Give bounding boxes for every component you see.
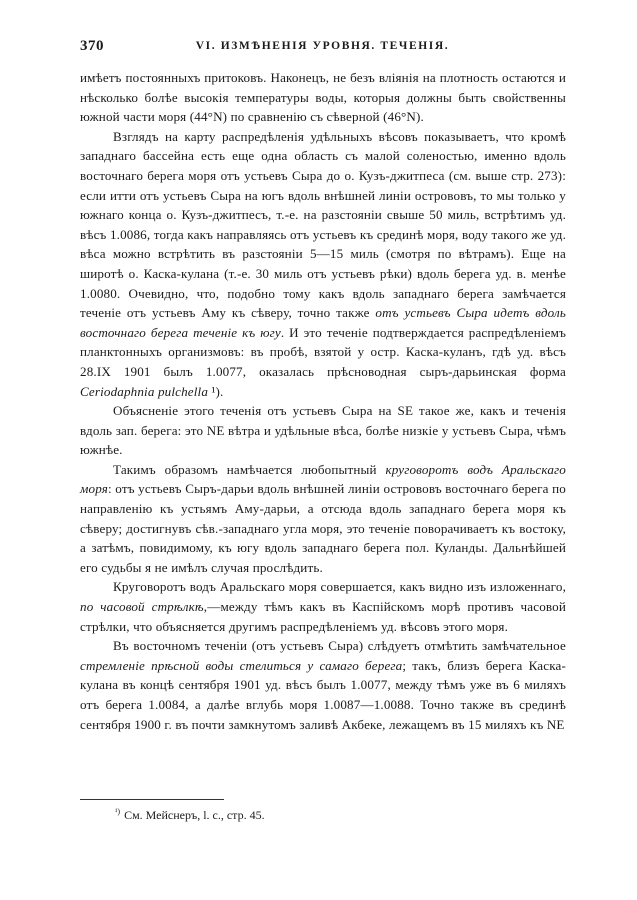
text-run: Такимъ образомъ намѣчается любопытный <box>113 461 386 477</box>
page-number: 370 <box>80 38 104 54</box>
italic-phrase: стремленіе прѣсной воды стелиться у самаго берега <box>80 657 403 673</box>
paragraph <box>80 127 566 401</box>
text-run: Взглядъ на карту распредѣленія удѣльныхъ вѣсовъ показываетъ, что кромѣ западнаго бассейна есть еще одна область съ малой соленостью, именно вдоль восточнаго берега моря отъ устьевъ Сыра до о. Кузъ-джитпеса (см. выше стр. 273): если итти отъ устьевъ Сыра на югъ вдоль внѣшней линіи острововъ, то мы только у южнаго конца о. Кузъ-джитпесъ, т.-е. на разстояніи свыше 50 миль, встрѣтимъ уд. вѣсъ 1.0086, тогда какъ направляясь отъ устьевъ къ срединѣ моря, воду такого же уд. вѣса можно встрѣтить въ разстояніи 5—15 миль (смотря по вѣтрамъ). Еще на широтѣ о. Каска-кулана (т.-е. 30 миль отъ устьевъ рѣки) вдоль берега уд. в. менѣе 1.0080. Очевидно, что, подобно тому какъ вдоль западнаго берега замѣчается теченіе отъ устьевъ Аму къ сѣверу, точно также <box>80 128 566 321</box>
text-run: ¹). <box>208 383 224 399</box>
paragraph <box>80 636 566 734</box>
italic-phrase: круговоротъ водъ Аральскаго моря <box>80 461 566 497</box>
footnote <box>115 807 265 823</box>
text-run: . И это теченіе подтверждается распредѣленіемъ планктонныхъ организмовъ: въ пробѣ, взятой у остр. Каска-куланъ, гдѣ уд. вѣсъ 28.IX 1901 былъ 1.0077, оказалась прѣсноводная сыръ-дарьинская форма <box>80 324 567 379</box>
paragraph <box>80 460 566 578</box>
footnote-text: См. Мейснеръ, l. c., стр. 45. <box>124 808 265 822</box>
body-text <box>80 68 566 734</box>
italic-phrase: по часовой стрѣлкѣ <box>80 599 204 615</box>
text-run: Въ восточномъ теченіи (отъ устьевъ Сыра) слѣдуетъ отмѣтить замѣчательное <box>113 638 566 654</box>
paragraph <box>80 68 566 127</box>
italic-phrase: Ceriodaphnia pulchella <box>80 383 209 399</box>
footnote-marker: ¹) <box>115 807 121 816</box>
text-run: : отъ устьевъ Сыръ-дарьи вдоль внѣшней линіи острововъ восточнаго берега по направленію къ устьямъ Аму-дарьи, а отсюда вдоль западнаго берега моря къ сѣверу; достигнувъ сѣв.-западнаго угла моря, это теченіе поворачиваетъ къ востоку, а затѣмъ, повидимому, къ югу вдоль западнаго берега пол. Куланды. Дальнѣйшей его судьбы я не имѣлъ случая прослѣдить. <box>80 481 566 575</box>
running-head: VI. ИЗМѢНЕНІЯ УРОВНЯ. ТЕЧЕНІЯ. <box>195 40 450 52</box>
text-run: Объясненіе этого теченія отъ устьевъ Сыра на SE такое же, какъ и теченія вдоль зап. берега: это NE вѣтра и удѣльные вѣса, болѣе низкіе у устьевъ Сыра, чѣмъ южнѣе. <box>80 403 566 458</box>
text-run: ; такъ, близъ берега Каска-кулана въ концѣ сентября 1901 уд. вѣсъ былъ 1.0077, между тѣмъ уже въ 6 миляхъ отъ берега 1.0084, а далѣе вглубь моря 1.0087—1.0088. Точно также въ срединѣ сентября 1900 г. въ почти замкнутомъ заливѣ Акбеке, лежащемъ въ 15 миляхъ къ NE <box>80 657 566 732</box>
page-header <box>80 38 565 58</box>
text-run: имѣетъ постоянныхъ притоковъ. Наконецъ, не безъ вліянія на плотность остаются и нѣсколько болѣе высокія температуры воды, которыя должны быть свойственны южной части моря (44°N) по сравненію съ сѣверной (46°N). <box>80 70 566 125</box>
footnote-rule <box>80 799 224 800</box>
text-run: ,—между тѣмъ какъ въ Каспійскомъ морѣ противъ часовой стрѣлки, что объясняется другимъ распредѣленіемъ уд. вѣсовъ этого моря. <box>80 599 566 634</box>
italic-phrase: отъ устьевъ Сыра идетъ вдоль восточнаго берега теченіе къ югу <box>80 305 566 340</box>
paragraph <box>80 401 566 460</box>
text-run: Круговоротъ водъ Аральскаго моря совершается, какъ видно изъ изложеннаго, <box>113 579 566 595</box>
paragraph <box>80 577 566 636</box>
